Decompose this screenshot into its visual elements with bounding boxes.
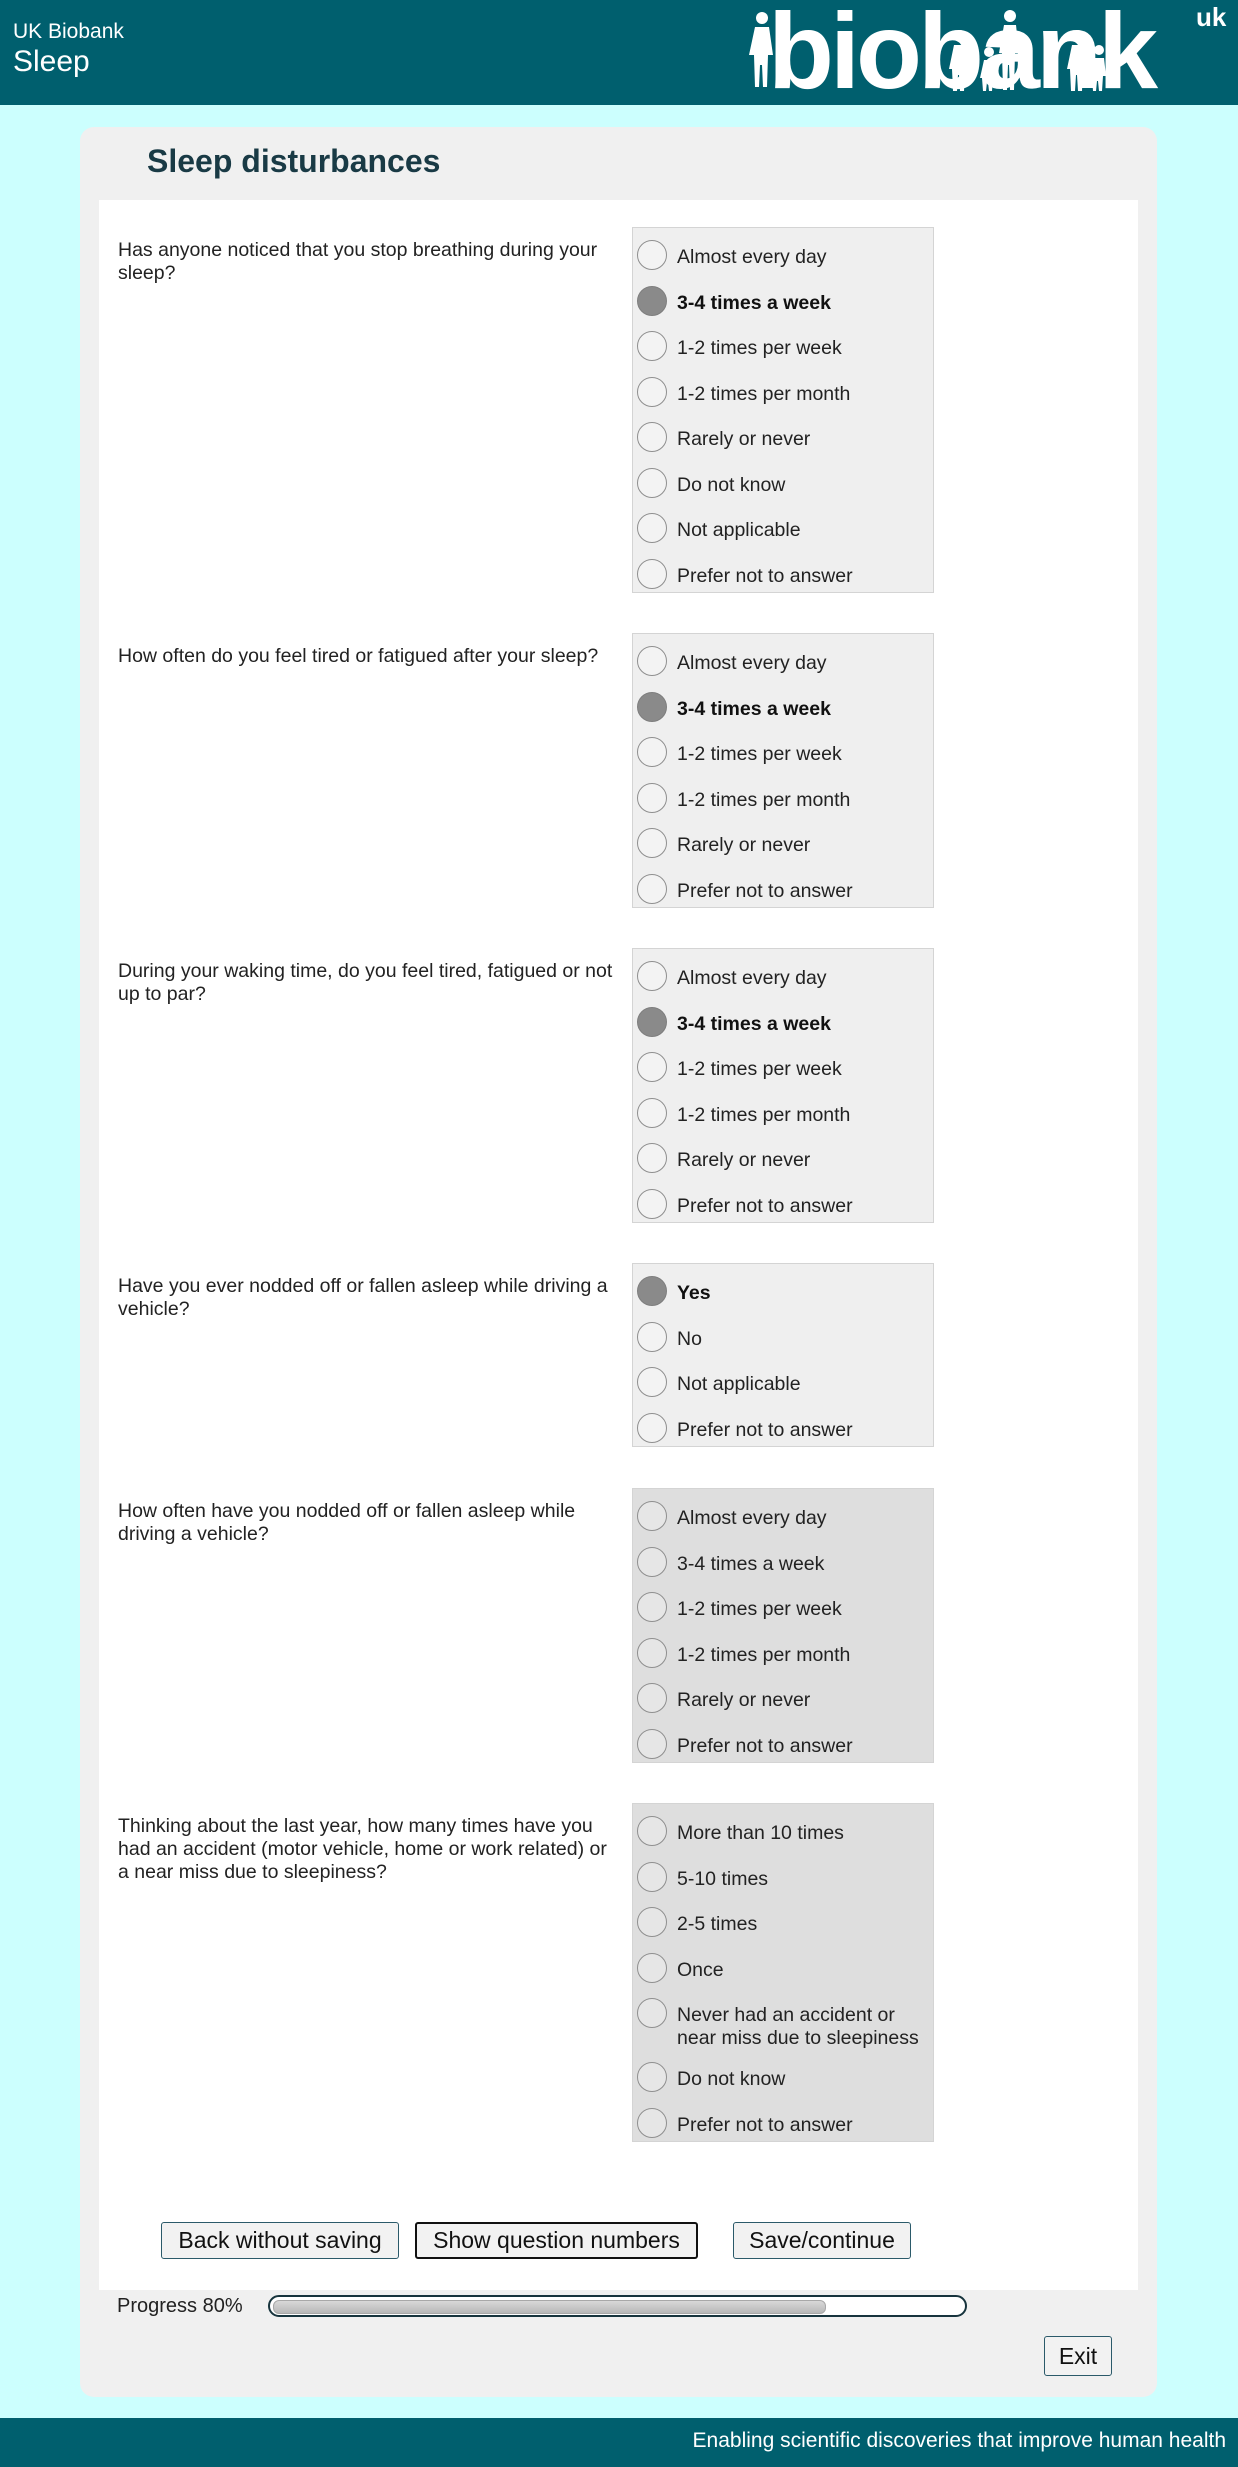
option-label[interactable]: Almost every day <box>677 1507 827 1529</box>
answer-option[interactable] <box>633 410 933 456</box>
radio-button[interactable] <box>637 422 667 452</box>
question-text: Have you ever nodded off or fallen asleep while driving a vehicle? <box>118 1275 608 1320</box>
answer-option[interactable] <box>633 1489 933 1535</box>
answer-option[interactable] <box>633 1986 933 2050</box>
radio-button[interactable] <box>637 513 667 543</box>
radio-button[interactable] <box>637 1367 667 1397</box>
option-label[interactable]: Prefer not to answer <box>677 879 853 902</box>
option-label[interactable]: 1-2 times per week <box>677 1058 842 1080</box>
option-label[interactable]: Once <box>677 1958 724 1981</box>
option-label[interactable]: Not applicable <box>677 1373 801 1395</box>
option-label[interactable]: 1-2 times per month <box>677 1103 851 1126</box>
option-label[interactable]: Never had an accident or near miss due to sleepiness <box>677 2004 919 2049</box>
radio-button[interactable] <box>637 1816 667 1846</box>
answer-option[interactable] <box>633 725 933 771</box>
option-label[interactable]: Almost every day <box>677 652 827 674</box>
radio-button[interactable] <box>637 874 667 904</box>
option-label[interactable]: Almost every day <box>677 246 827 268</box>
radio-button[interactable] <box>637 1547 667 1577</box>
answer-option[interactable] <box>633 1355 933 1401</box>
answer-options <box>632 1488 934 1763</box>
answer-option[interactable] <box>633 1850 933 1896</box>
option-label[interactable]: 1-2 times per month <box>677 1643 851 1666</box>
answer-option[interactable] <box>633 634 933 680</box>
answer-option[interactable] <box>633 1131 933 1177</box>
option-label[interactable]: 2-5 times <box>677 1913 758 1935</box>
answer-option[interactable] <box>633 274 933 320</box>
radio-button[interactable] <box>637 1143 667 1173</box>
question-area <box>99 200 1138 2290</box>
back-without-saving-button[interactable]: Back without saving <box>161 2222 399 2259</box>
option-label[interactable]: Rarely or never <box>677 428 811 450</box>
answer-options <box>632 633 934 908</box>
answer-option[interactable] <box>633 501 933 547</box>
option-label[interactable]: 5-10 times <box>677 1867 769 1890</box>
option-label[interactable]: 3-4 times a week <box>677 1012 831 1035</box>
radio-button[interactable] <box>637 1501 667 1531</box>
answer-options <box>632 948 934 1223</box>
answer-option[interactable] <box>633 319 933 365</box>
radio-button[interactable] <box>637 1683 667 1713</box>
option-label[interactable]: Rarely or never <box>677 834 811 856</box>
option-label[interactable]: 1-2 times per week <box>677 743 842 765</box>
option-label[interactable]: 3-4 times a week <box>677 1552 825 1575</box>
answer-option[interactable] <box>633 1086 933 1132</box>
radio-button[interactable] <box>637 1189 667 1219</box>
option-label[interactable]: Yes <box>677 1282 711 1304</box>
radio-button-selected[interactable] <box>637 692 667 722</box>
radio-button[interactable] <box>637 331 667 361</box>
answer-option[interactable] <box>633 1264 933 1310</box>
radio-button[interactable] <box>637 737 667 767</box>
answer-option[interactable] <box>633 365 933 411</box>
option-label[interactable]: 3-4 times a week <box>677 697 831 720</box>
radio-button[interactable] <box>637 828 667 858</box>
question-text: Has anyone noticed that you stop breathing during your sleep? <box>118 239 598 284</box>
option-label[interactable]: 1-2 times per month <box>677 788 851 811</box>
option-label[interactable]: Prefer not to answer <box>677 2113 853 2136</box>
footer-bar <box>0 2418 1238 2467</box>
option-label[interactable]: Prefer not to answer <box>677 1418 853 1441</box>
answer-option[interactable] <box>633 1717 933 1763</box>
radio-button-selected[interactable] <box>637 1007 667 1037</box>
header-bar <box>0 0 1238 105</box>
radio-button[interactable] <box>637 468 667 498</box>
option-label[interactable]: Prefer not to answer <box>677 564 853 587</box>
option-label[interactable]: Almost every day <box>677 967 827 989</box>
answer-option[interactable] <box>633 680 933 726</box>
radio-button[interactable] <box>637 1998 667 2028</box>
question-text: How often have you nodded off or fallen asleep while driving a vehicle? <box>118 1500 576 1545</box>
answer-option[interactable] <box>633 1177 933 1223</box>
progress-bar <box>268 2295 967 2317</box>
option-label[interactable]: Not applicable <box>677 519 801 541</box>
show-question-numbers-button[interactable]: Show question numbers <box>415 2222 698 2259</box>
radio-button[interactable] <box>637 783 667 813</box>
answer-option[interactable] <box>633 1535 933 1581</box>
option-label[interactable]: Prefer not to answer <box>677 1734 853 1757</box>
option-label[interactable]: Rarely or never <box>677 1689 811 1711</box>
option-label[interactable]: 1-2 times per month <box>677 382 851 405</box>
radio-button[interactable] <box>637 559 667 589</box>
answer-option[interactable] <box>633 228 933 274</box>
app-title: Sleep <box>13 45 90 78</box>
radio-button[interactable] <box>637 1052 667 1082</box>
svg-text:biobank: biobank <box>768 0 1155 105</box>
answer-option[interactable] <box>633 1671 933 1717</box>
answer-option[interactable] <box>633 771 933 817</box>
radio-button[interactable] <box>637 961 667 991</box>
option-label[interactable]: 1-2 times per week <box>677 337 842 359</box>
footer-tagline: Enabling scientific discoveries that improve human health <box>692 2429 1226 2452</box>
option-label[interactable]: Do not know <box>677 2068 786 2090</box>
radio-button[interactable] <box>637 1413 667 1443</box>
exit-button[interactable]: Exit <box>1044 2336 1112 2376</box>
option-label[interactable]: Rarely or never <box>677 1149 811 1171</box>
answer-option[interactable] <box>633 2096 933 2142</box>
answer-option[interactable] <box>633 862 933 908</box>
answer-option[interactable] <box>633 949 933 995</box>
radio-button[interactable] <box>637 1862 667 1892</box>
radio-button[interactable] <box>637 1322 667 1352</box>
answer-option[interactable] <box>633 1401 933 1447</box>
biobank-logo <box>748 0 1238 105</box>
option-label[interactable]: Do not know <box>677 473 786 496</box>
answer-option[interactable] <box>633 816 933 862</box>
radio-button[interactable] <box>637 1953 667 1983</box>
svg-text:uk: uk <box>1196 2 1227 32</box>
radio-button[interactable] <box>637 1638 667 1668</box>
question-text: How often do you feel tired or fatigued after your sleep? <box>118 645 599 667</box>
answer-option[interactable] <box>633 1895 933 1941</box>
radio-button-selected[interactable] <box>637 286 667 316</box>
question-text: Thinking about the last year, how many times have you had an accident (motor vehicle, home or work related) or a near miss due to sleepiness? <box>118 1815 607 1883</box>
radio-button[interactable] <box>637 646 667 676</box>
radio-button[interactable] <box>637 1592 667 1622</box>
answer-option[interactable] <box>633 1040 933 1086</box>
radio-button-selected[interactable] <box>637 1276 667 1306</box>
answer-option[interactable] <box>633 2050 933 2096</box>
answer-option[interactable] <box>633 1804 933 1850</box>
answer-option[interactable] <box>633 456 933 502</box>
option-label[interactable]: No <box>677 1327 702 1350</box>
page-title: Sleep disturbances <box>147 143 441 179</box>
answer-option[interactable] <box>633 1626 933 1672</box>
answer-options <box>632 1803 934 2142</box>
radio-button[interactable] <box>637 1098 667 1128</box>
progress-label: Progress 80% <box>117 2295 243 2317</box>
answer-option[interactable] <box>633 1941 933 1987</box>
option-label[interactable]: More than 10 times <box>677 1822 844 1844</box>
radio-button[interactable] <box>637 2062 667 2092</box>
radio-button[interactable] <box>637 1729 667 1759</box>
radio-button[interactable] <box>637 2108 667 2138</box>
option-label[interactable]: Prefer not to answer <box>677 1194 853 1217</box>
option-label[interactable]: 1-2 times per week <box>677 1598 842 1620</box>
answer-options <box>632 227 934 593</box>
questionnaire-panel <box>80 127 1157 2397</box>
question-text: During your waking time, do you feel tired, fatigued or not up to par? <box>118 960 613 1005</box>
answer-options <box>632 1263 934 1447</box>
answer-option[interactable] <box>633 995 933 1041</box>
answer-option[interactable] <box>633 1310 933 1356</box>
answer-option[interactable] <box>633 1580 933 1626</box>
save-continue-button[interactable]: Save/continue <box>733 2222 911 2259</box>
radio-button[interactable] <box>637 377 667 407</box>
answer-option[interactable] <box>633 547 933 593</box>
radio-button[interactable] <box>637 1907 667 1937</box>
option-label[interactable]: 3-4 times a week <box>677 291 831 314</box>
progress-bar-fill <box>273 2300 826 2314</box>
radio-button[interactable] <box>637 240 667 270</box>
org-name: UK Biobank <box>13 20 124 43</box>
